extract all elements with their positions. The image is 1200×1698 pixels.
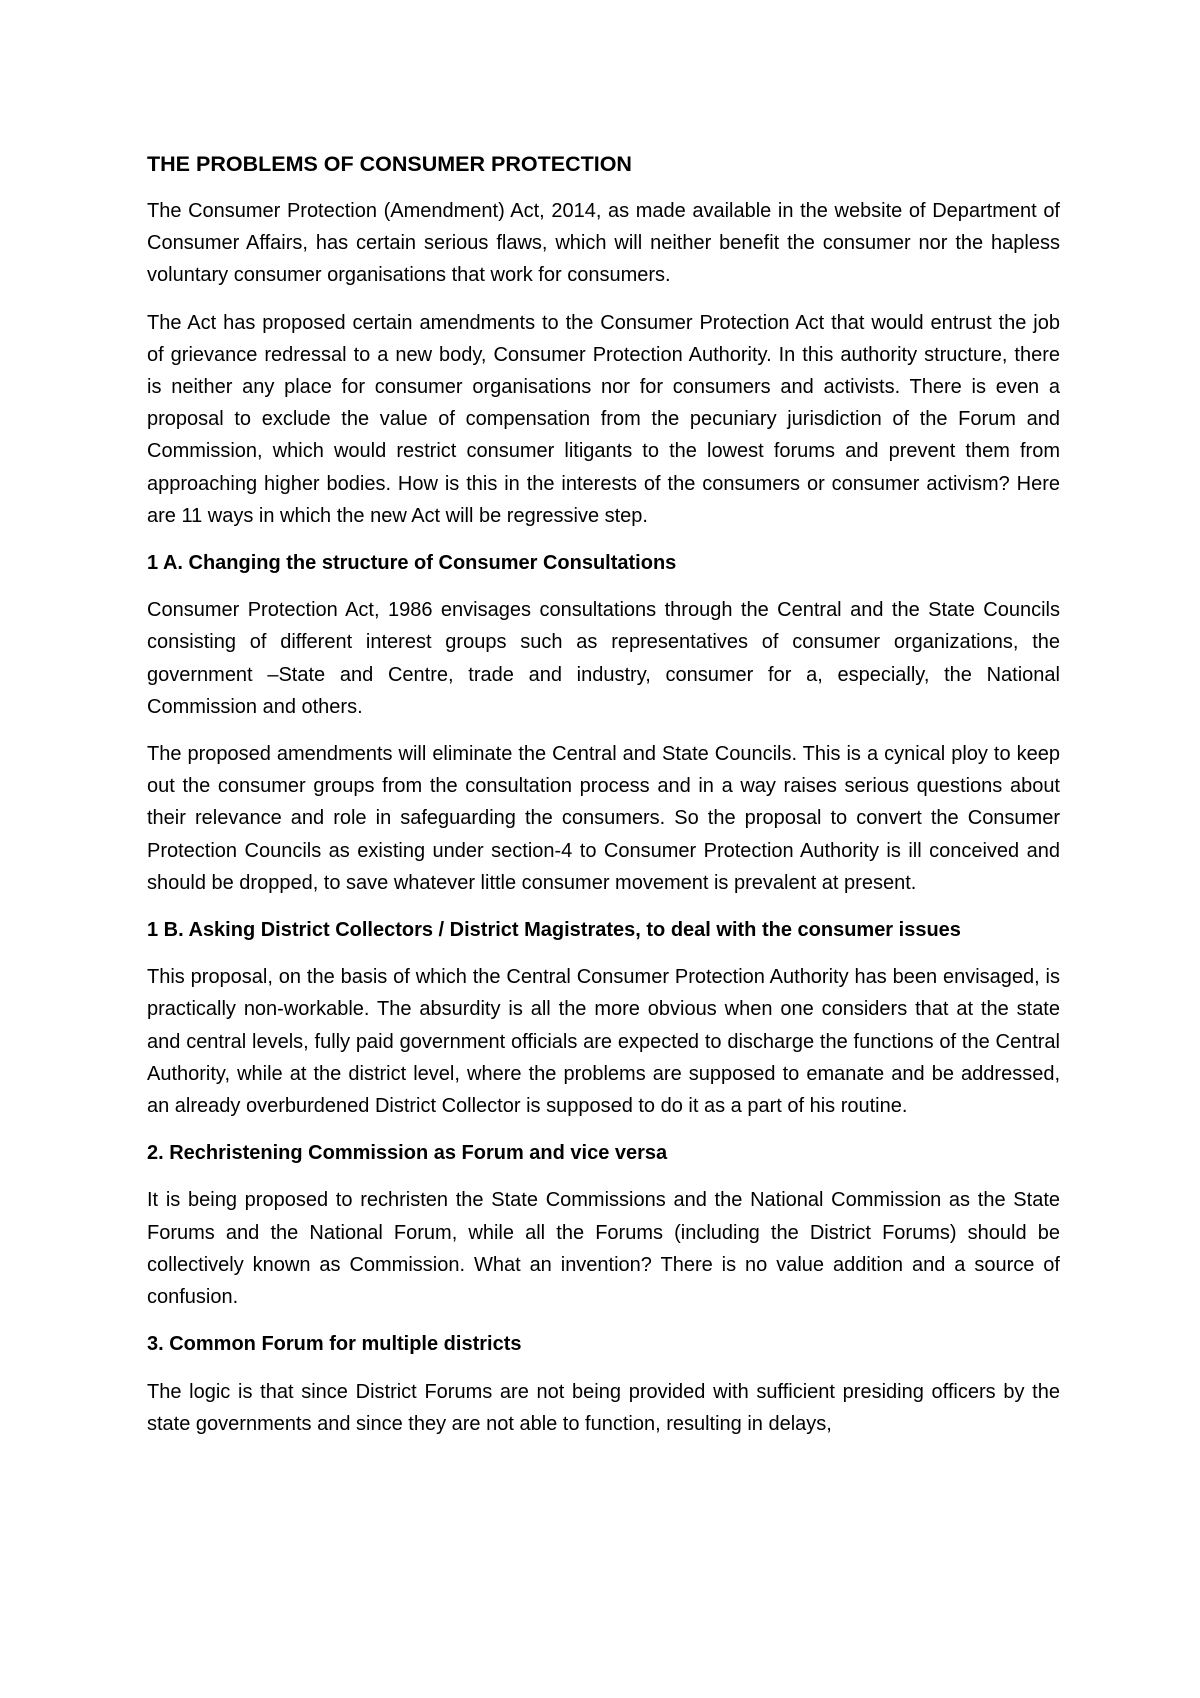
paragraph-intro-1: The Consumer Protection (Amendment) Act, 2014, as made available in the website of Department of Consumer Affairs, has certain serious flaws, which will neither benefit the consumer nor the hapless voluntary consumer organisations that work for consumers. [147, 200, 1060, 287]
paragraph-2-1: It is being proposed to rechristen the State Commissions and the National Commission as the State Forums and the National Forum, while all the Forums (including the District Forums) should be collectively known as Commission. What an invention? There is no value addition and a source of confusion. [147, 1189, 1060, 1309]
section-heading-2: 2. Rechristening Commission as Forum and vice versa [147, 1142, 668, 1165]
document-page [147, 148, 1060, 1440]
section-heading-3: 3. Common Forum for multiple districts [147, 1333, 522, 1356]
paragraph-intro-2: The Act has proposed certain amendments to the Consumer Protection Act that would entrust the job of grievance redressal to a new body, Consumer Protection Authority. In this authority structure, there is neither any place for consumer organisations nor for consumers and activists. There is even a proposal to exclude the value of compensation from the pecuniary jurisdiction of the Forum and Commission, which would restrict consumer litigants to the lowest forums and prevent them from approaching higher bodies. How is this in the interests of the consumers or consumer activism? Here are 11 ways in which the new Act will be regressive step. [147, 311, 1060, 527]
paragraph-3-1: The logic is that since District Forums are not being provided with sufficient presiding officers by the state governments and since they are not able to function, resulting in delays, [147, 1380, 1060, 1435]
section-heading-1a: 1 A. Changing the structure of Consumer Consultations [147, 552, 677, 575]
paragraph-1b-1: This proposal, on the basis of which the Central Consumer Protection Authority has been envisaged, is practically non-workable. The absurdity is all the more obvious when one considers that at the state and central levels, fully paid government officials are expected to discharge the functions of the Central Authority, while at the district level, where the problems are supposed to emanate and be addressed, an already overburdened District Collector is supposed to do it as a part of his routine. [147, 966, 1060, 1118]
paragraph-1a-2: The proposed amendments will eliminate the Central and State Councils. This is a cynical ploy to keep out the consumer groups from the consultation process and in a way raises serious questions about their relevance and role in safeguarding the consumers. So the proposal to convert the Consumer Protection Councils as existing under section-4 to Consumer Protection Authority is ill conceived and should be dropped, to save whatever little consumer movement is prevalent at present. [147, 743, 1060, 894]
document-title: THE PROBLEMS OF CONSUMER PROTECTION [147, 152, 632, 176]
section-heading-1b: 1 B. Asking District Collectors / District Magistrates, to deal with the consumer issues [147, 919, 961, 942]
paragraph-1a-1: Consumer Protection Act, 1986 envisages consultations through the Central and the State Councils consisting of different interest groups such as representatives of consumer organizations, the government –State and Centre, trade and industry, consumer for a, especially, the National Commission and others. [147, 599, 1060, 718]
